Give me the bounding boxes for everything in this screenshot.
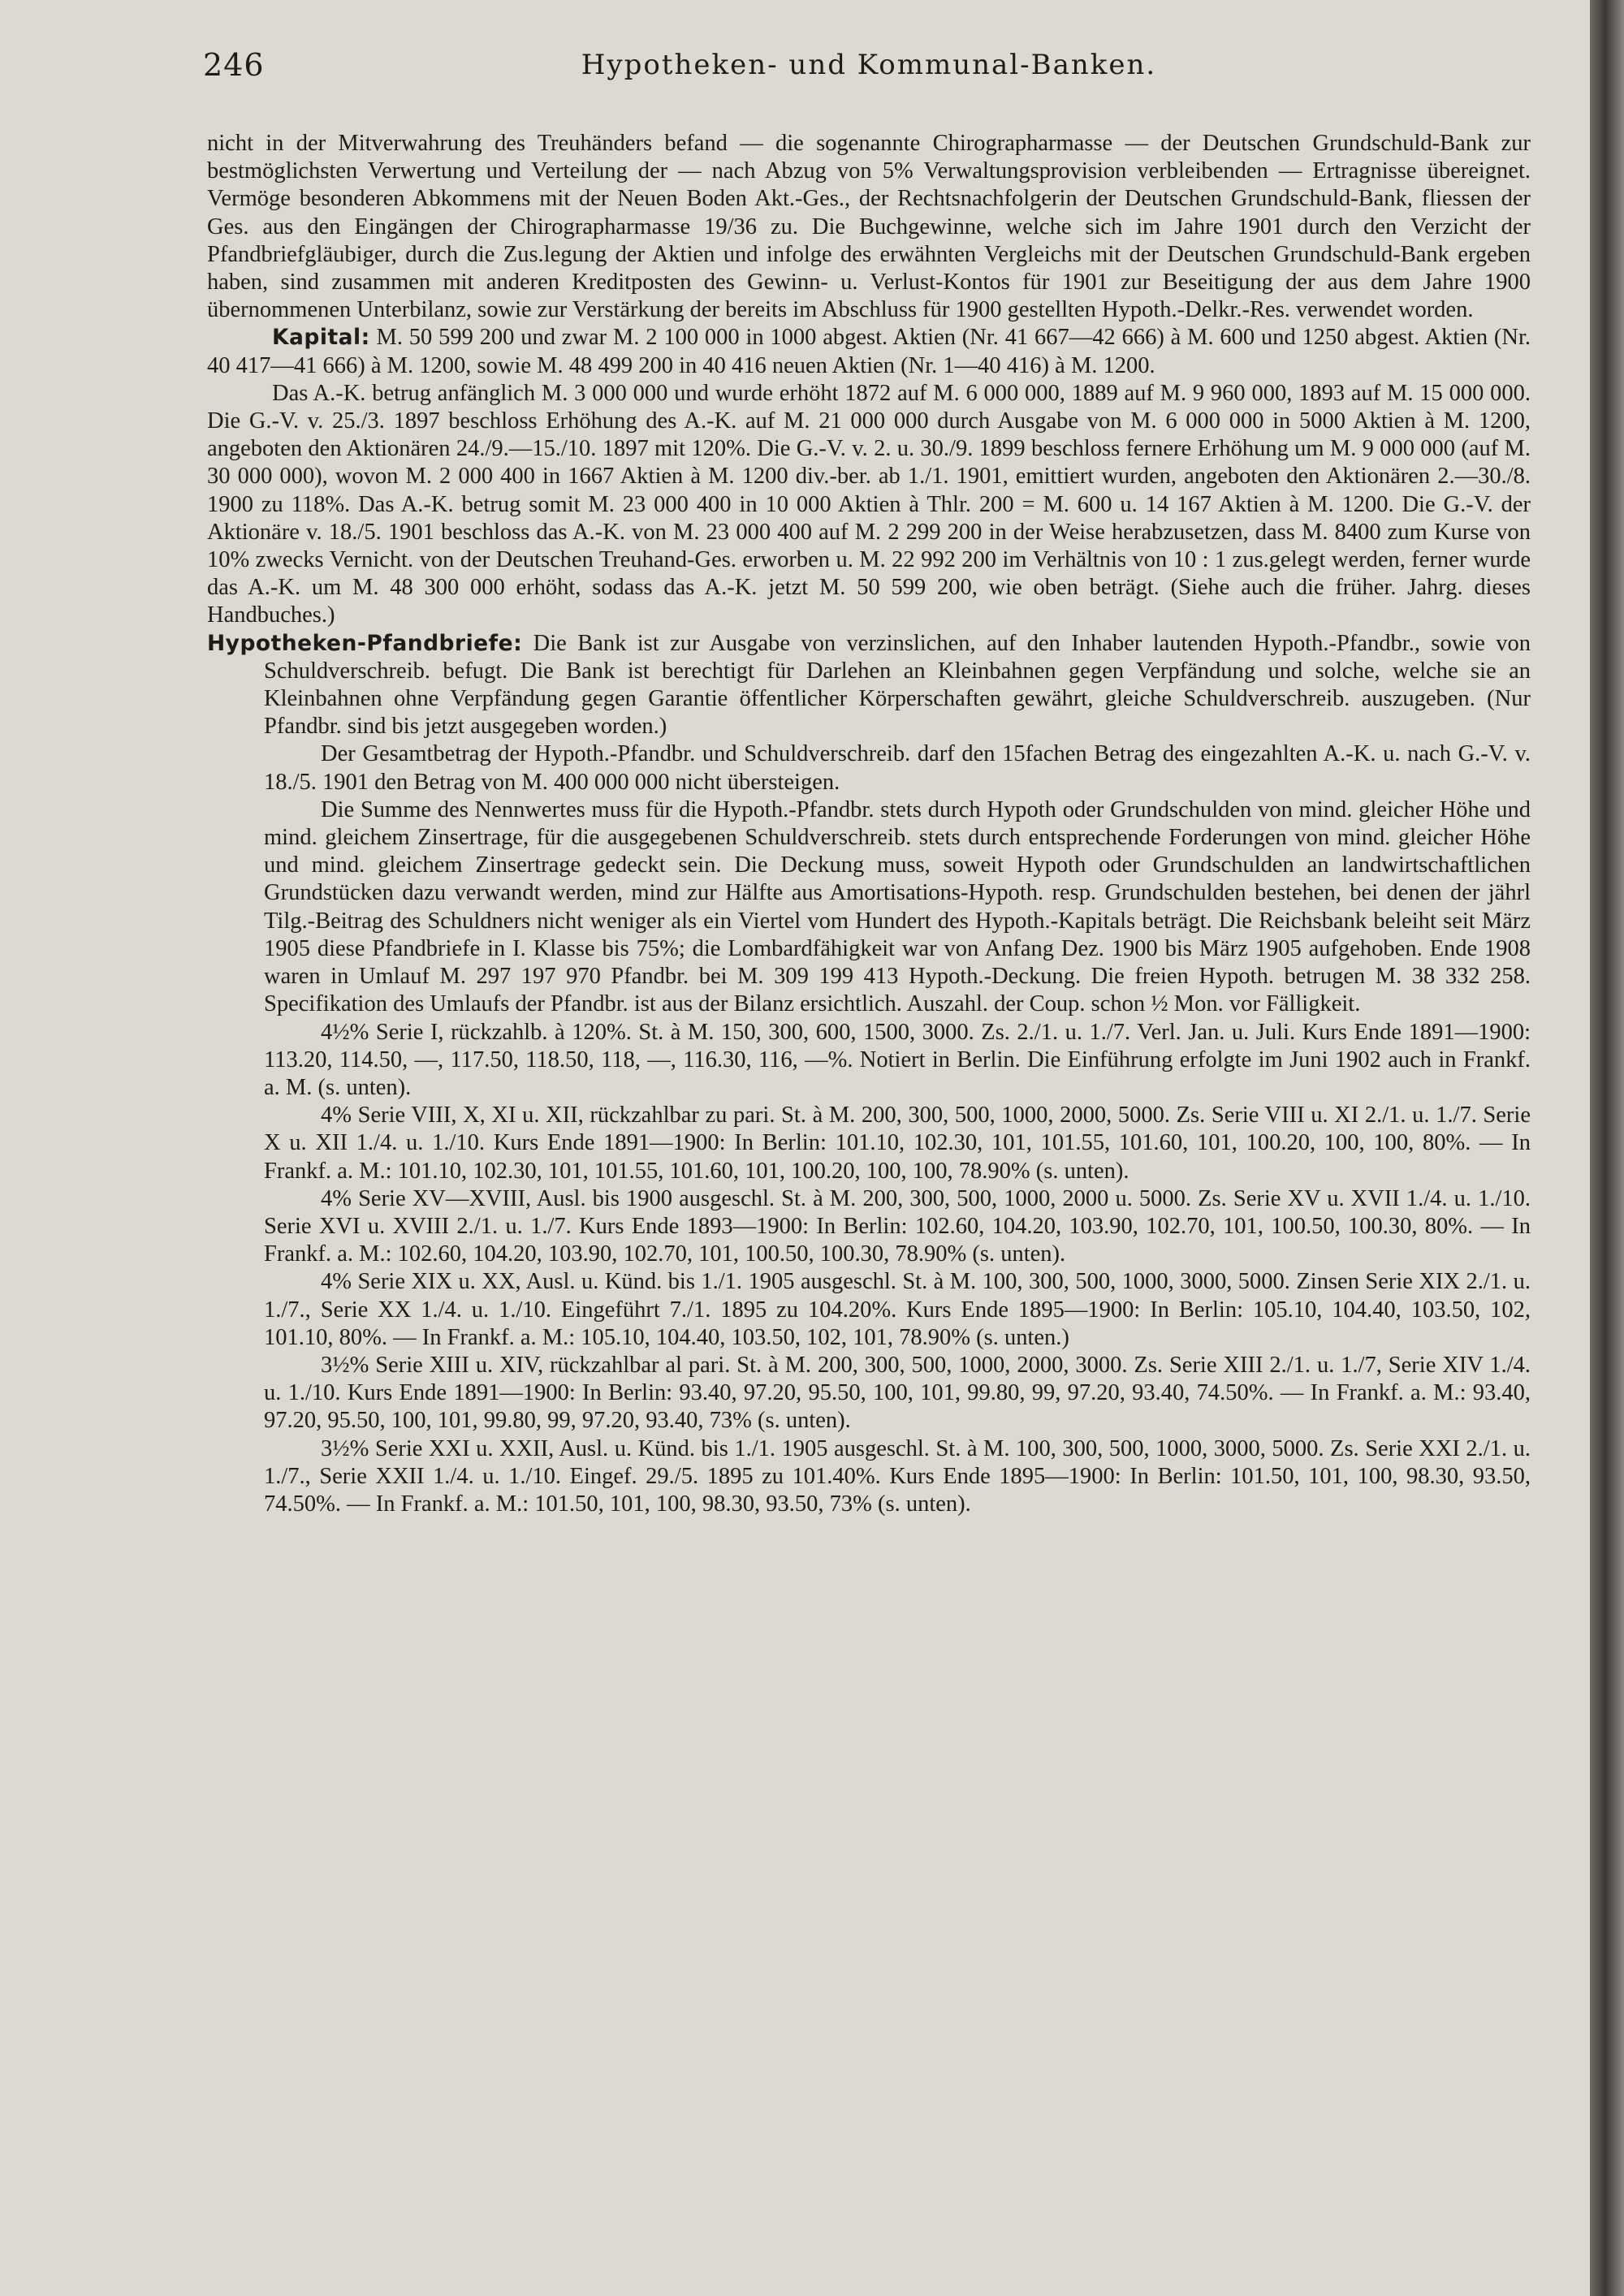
- paragraph-serie-xiii-xiv: [264, 1352, 1531, 1435]
- page-header: [203, 47, 1535, 84]
- paragraph-text: 4% Serie VIII, X, XI u. XII, rückzahlbar zu pari. St. à M. 200, 300, 500, 1000, 2000, 5000. Zs. Serie VIII u. XI 2./1. u. 1./7. Serie X u. XII 1./4. u. 1./10. Kurs Ende 1891—1900: In Berlin: 101.10, 102.30, 101, 101.55, 101.60, 101, 100.20, 100, 100, 80%. — In Frankf. a. M.: 101.10, 102.30, 101, 101.55, 101.60, 101, 100.20, 100, 100, 78.90% (s. unten).: [264, 1103, 1531, 1184]
- paragraph-aktienkapital-history: [207, 380, 1531, 630]
- paragraph-text: Die Bank ist zur Ausgabe von verzinslichen, auf den Inhaber lautenden Hypoth.-Pfandbr., sowie von Schuldverschreib. befugt. Die Bank ist berechtigt für Darlehen an Kleinbahnen gegen Verpfändung und solche, welche sie an Kleinbahnen ohne Verpfändung gegen Garantie öffentlicher Körperschaften gewährt, gleiche Schuldverschreib. auszugeben. (Nur Pfandbr. sind bis jetzt ausgegeben worden.): [264, 630, 1531, 740]
- paragraph-serie-i: [264, 1019, 1531, 1103]
- paragraph-text: 3½% Serie XIII u. XIV, rückzahlbar al pari. St. à M. 200, 300, 500, 1000, 2000, 3000. Zs. Serie XIII 2./1. u. 1./7, Serie XIV 1./4. u. 1./10. Kurs Ende 1891—1900: In Berlin: 93.40, 97.20, 95.50, 100, 101, 99.80, 99, 97.20, 93.40, 74.50%. — In Frankf. a. M.: 93.40, 97.20, 95.50, 100, 101, 99.80, 99, 97.20, 93.40, 73% (s. unten).: [264, 1352, 1531, 1434]
- page-number: 246: [203, 47, 265, 83]
- paragraph-text: 4½% Serie I, rückzahlb. à 120%. St. à M. 150, 300, 600, 1500, 3000. Zs. 2./1. u. 1./7. Verl. Jan. u. Juli. Kurs Ende 1891—1900: 113.20, 114.50, —, 117.50, 118.50, 118, —, 116.30, 116, —%. Notiert in Berlin. Die Einführung erfolgte im Juni 1902 auch in Frankf. a. M. (s. unten).: [264, 1019, 1531, 1100]
- paragraph-serie-xv-xviii: [264, 1185, 1531, 1269]
- paragraph-text: M. 50 599 200 und zwar M. 2 100 000 in 1000 abgest. Aktien (Nr. 41 667—42 666) à M. 600 und 1250 abgest. Aktien (Nr. 40 417—41 666) à M. 1200, sowie M. 48 499 200 in 40 416 neuen Aktien (Nr. 1—40 416) à M. 1200.: [207, 325, 1531, 378]
- paragraph-text: Die Summe des Nennwertes muss für die Hypoth.-Pfandbr. stets durch Hypoth oder Grundschulden von mind. gleicher Höhe und mind. gleichem Zinsertrage, für die ausgegebenen Schuldverschreib. stets durch entsprechende Forderungen von mind. gleicher Höhe und mind. gleichem Zinsertrage gedeckt sein. Die Deckung muss, soweit Hypoth oder Grundschulden an landwirtschaftlichen Grundstücken dazu verwandt werden, mind zur Hälfte aus Amortisations-Hypoth. resp. Grundschulden bestehen, bei denen der jährl Tilg.-Beitrag des Schuldners nicht weniger als ein Viertel vom Hundert des Hypoth.-Kapitals beträgt. Die Reichsbank beleiht seit März 1905 diese Pfandbriefe in I. Klasse bis 75%; die Lombardfähigkeit war von Anfang Dez. 1900 bis März 1905 aufgehoben. Ende 1908 waren in Umlauf M. 297 197 970 Pfandbr. bei M. 309 199 413 Hypoth.-Deckung. Die freien Hypoth. betrugen M. 38 332 258. Specifikation des Umlaufs der Pfandbr. ist aus der Bilanz ersichtlich. Auszahl. der Coup. schon ½ Mon. vor Fälligkeit.: [264, 796, 1531, 1017]
- paragraph-text: 3½% Serie XXI u. XXII, Ausl. u. Künd. bis 1./1. 1905 ausgeschl. St. à M. 100, 300, 500, 1000, 3000, 5000. Zs. Serie XXI 2./1. u. 1./7., Serie XXII 1./4. u. 1./10. Eingef. 29./5. 1895 zu 101.40%. Kurs Ende 1895—1900: In Berlin: 101.50, 101, 100, 98.30, 93.50, 74.50%. — In Frankf. a. M.: 101.50, 101, 100, 98.30, 93.50, 73% (s. unten).: [264, 1435, 1531, 1517]
- paragraph-serie-xxi-xxii: [264, 1435, 1531, 1519]
- paragraph-hypotheken-pfandbriefe: [207, 630, 1531, 741]
- page-edge-shadow: [1590, 0, 1624, 2296]
- body-text: [207, 130, 1531, 1518]
- paragraph-text: Der Gesamtbetrag der Hypoth.-Pfandbr. und Schuldverschreib. darf den 15fachen Betrag des eingezahlten A.-K. u. nach G.-V. v. 18./5. 1901 den Betrag von M. 400 000 000 nicht übersteigen.: [264, 741, 1531, 795]
- paragraph-text: 4% Serie XV—XVIII, Ausl. bis 1900 ausgeschl. St. à M. 200, 300, 500, 1000, 2000 u. 5000. Zs. Serie XV u. XVII 1./4. u. 1./10. Serie XVI u. XVIII 2./1. u. 1./7. Kurs Ende 1893—1900: In Berlin: 102.60, 104.20, 103.90, 102.70, 101, 100.50, 100.30, 80%. — In Frankf. a. M.: 102.60, 104.20, 103.90, 102.70, 101, 100.50, 100.30, 78.90% (s. unten).: [264, 1185, 1531, 1267]
- running-title: Hypotheken- und Kommunal-Banken.: [581, 49, 1157, 81]
- paragraph-kapital: [207, 324, 1531, 379]
- paragraph-gesamtbetrag: [264, 740, 1531, 796]
- paragraph-text: 4% Serie XIX u. XX, Ausl. u. Künd. bis 1./1. 1905 ausgeschl. St. à M. 100, 300, 500, 1000, 3000, 5000. Zinsen Serie XIX 2./1. u. 1./7., Serie XX 1./4. u. 1./10. Eingeführt 7./1. 1895 zu 104.20%. Kurs Ende 1895—1900: In Berlin: 105.10, 104.40, 103.50, 102, 101.10, 80%. — In Frankf. a. M.: 105.10, 104.40, 103.50, 102, 101, 78.90% (s. unten.): [264, 1269, 1531, 1350]
- paragraph-serie-viii-xii: [264, 1102, 1531, 1185]
- paragraph-deckung: [264, 796, 1531, 1019]
- paragraph-serie-xix-xx: [264, 1268, 1531, 1352]
- section-heading-pfandbriefe: Hypotheken-Pfandbriefe:: [207, 630, 523, 656]
- paragraph-text: Das A.-K. betrug anfänglich M. 3 000 000 und wurde erhöht 1872 auf M. 6 000 000, 1889 auf M. 9 960 000, 1893 auf M. 15 000 000. Die G.-V. v. 25./3. 1897 beschloss Erhöhung des A.-K. auf M. 21 000 000 durch Ausgabe von M. 6 000 000 in 5000 Aktien à M. 1200, angeboten den Aktionären 24./9.—15./10. 1897 mit 120%. Die G.-V. v. 2. u. 30./9. 1899 beschloss fernere Erhöhung um M. 9 000 000 (auf M. 30 000 000), wovon M. 2 000 400 in 1667 Aktien à M. 1200 div.-ber. ab 1./1. 1901, emittiert wurden, angeboten den Aktionären 2.—30./8. 1900 zu 118%. Das A.-K. betrug somit M. 23 000 400 in 10 000 Aktien à Thlr. 200 = M. 600 u. 14 167 Aktien à M. 1200. Die G.-V. der Aktionäre v. 18./5. 1901 beschloss das A.-K. von M. 23 000 400 auf M. 2 299 200 in der Weise herabzusetzen, dass M. 8400 zum Kurse von 10% zwecks Vernicht. von der Deutschen Treuhand-Ges. erworben u. M. 22 992 200 im Verhältnis von 10 : 1 zus.gelegt werden, ferner wurde das A.-K. um M. 48 300 000 erhöht, sodass das A.-K. jetzt M. 50 599 200, wie oben beträgt. (Siehe auch die früher. Jahrg. dieses Handbuches.): [207, 380, 1531, 628]
- paragraph-chirographarmasse: [207, 130, 1531, 324]
- paragraph-text: nicht in der Mitverwahrung des Treuhänders befand — die sogenannte Chirographarmasse — der Deutschen Grundschuld-Bank zur bestmöglichsten Verwertung und Verteilung der — nach Abzug von 5% Verwaltungsprovision verbleibenden — Ertragnisse übereignet. Vermöge besonderen Abkommens mit der Neuen Boden Akt.-Ges., der Rechtsnachfolgerin der Deutschen Grundschuld-Bank, fliessen der Ges. aus den Eingängen der Chirographarmasse 19/36 zu. Die Buchgewinne, welche sich im Jahre 1901 durch den Verzicht der Pfandbriefgläubiger, durch die Zus.legung der Aktien und infolge des erwähnten Vergleichs mit der Deutschen Grundschuld-Bank ergeben haben, sind zusammen mit anderen Kreditposten des Gewinn- u. Verlust-Kontos für 1901 zur Beseitigung der aus dem Jahre 1900 übernommenen Unterbilanz, sowie zur Verstärkung der bereits im Abschluss für 1900 gestellten Hypoth.-Delkr.-Res. verwendet worden.: [207, 131, 1531, 323]
- section-heading-kapital: Kapital:: [272, 325, 370, 351]
